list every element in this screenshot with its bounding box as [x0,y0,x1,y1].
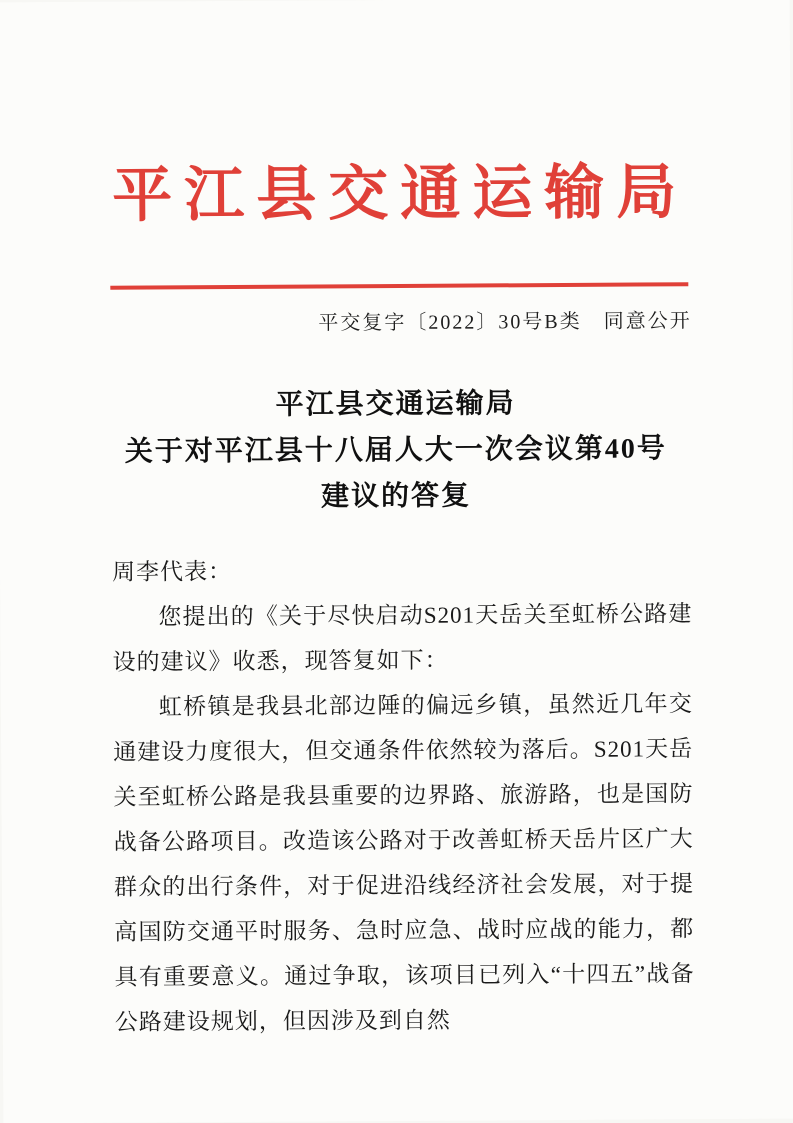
doc-number-line: 平交复字〔2022〕30号B类 同意公开 [318,310,692,335]
salutation: 周李代表： [111,559,233,585]
title-line-1: 平江县交通运输局 [275,388,516,421]
agency-header-title: 平江县交通运输局 [112,159,689,229]
title-line-2: 关于对平江县十八届人大一次会议第40号 [124,433,667,468]
document-title [0,380,793,523]
title-line-3: 建议的答复 [320,480,472,513]
document-body [112,546,695,1045]
header-divider [110,282,688,290]
paragraph-2: 虹桥镇是我县北部边陲的偏远乡镇，虽然近几年交通建设力度很大，但交通条件依然较为落后。S201天岳关至虹桥公路是我县重要的边界路、旅游路，也是国防战备公路项目。改造该公路对于改善虹桥天岳片区广大群众的出行条件，对于促进沿线经济社会发展，对于提高国防交通平时服务、急时应急、战时应战的能力，都具有重要意义。通过争取，该项目已列入“十四五”战备公路建设规划，但因涉及到自然 [113,691,695,1035]
paragraph-1: 您提出的《关于尽快启动S201天岳关至虹桥公路建设的建议》收悉，现答复如下： [112,601,693,675]
